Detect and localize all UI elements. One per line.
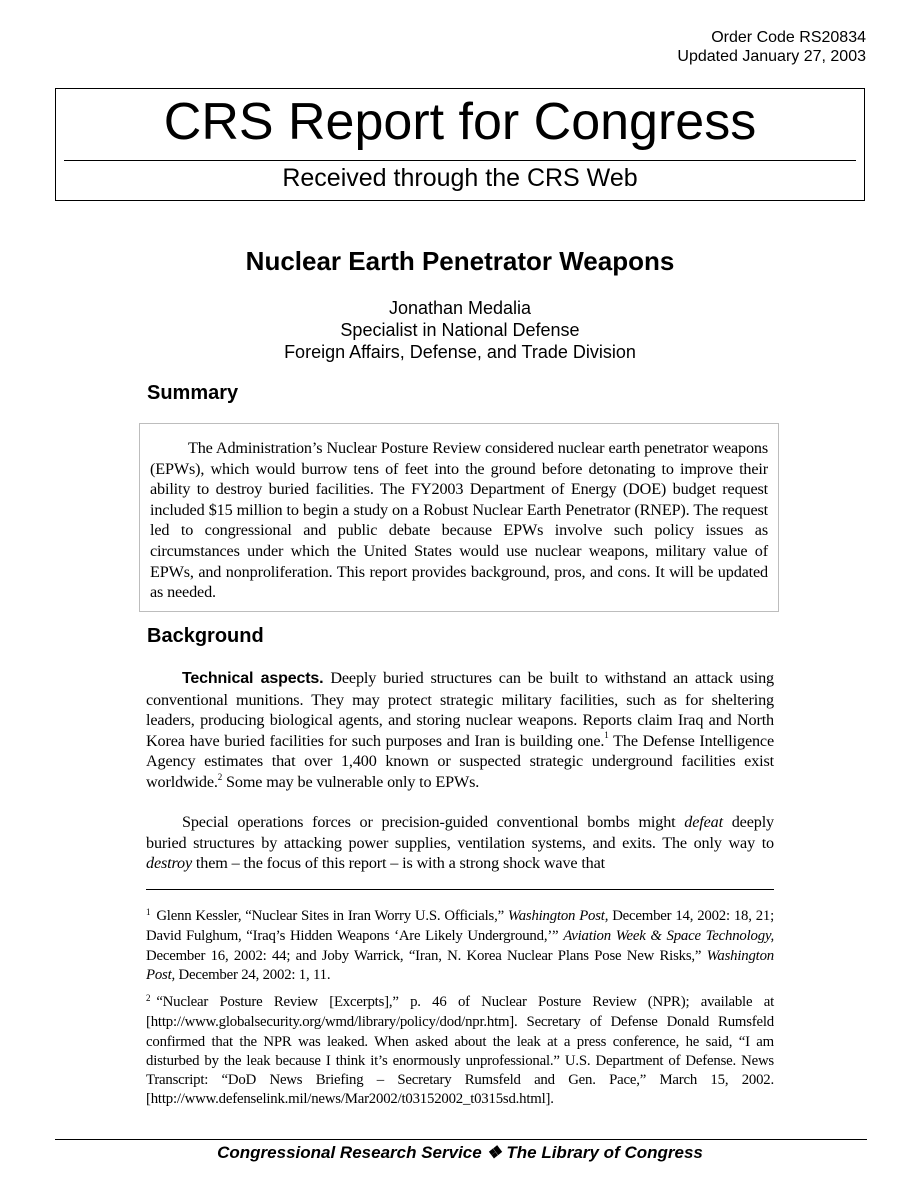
footnote-text: December 14, 2002: 18, 21; David Fulghum, “Iraq’s Hidden Weapons ‘Are Likely Underground,’” [146, 908, 775, 945]
background-paragraph-1 [146, 668, 774, 793]
order-code: Order Code RS20834 [711, 29, 866, 46]
publication-title: Washington Post, [507, 908, 609, 924]
summary-heading: Summary [147, 382, 239, 404]
updated-date: Updated January 27, 2003 [677, 48, 866, 65]
footnote-text: Glenn Kessler, “Nuclear Sites in Iran Worry U.S. Officials,” [156, 908, 508, 924]
author-division: Foreign Affairs, Defense, and Trade Division [284, 342, 636, 362]
publication-title: Washington Post, [146, 947, 774, 983]
paragraph-text: The Defense Intelligence Agency estimates that over 1,400 known or suspected strategic underground facilities exist worldwide. [146, 731, 774, 791]
footnote-text: December 16, 2002: 44; and Joby Warrick, “Iran, N. Korea Nuclear Plans Pose New Risks,” [146, 947, 707, 964]
page-footer: Congressional Research Service ❖ The Library of Congress [217, 1143, 703, 1162]
footnote-ref-2: 2 [217, 771, 223, 782]
report-subtitle: Received through the CRS Web [282, 164, 638, 192]
paragraph-text: them – the focus of this report – is with a strong shock wave that [192, 854, 606, 873]
footnote-2 [146, 993, 774, 1110]
footnote-text: “Nuclear Posture Review [Excerpts],” p. 46 of Nuclear Posture Review (NPR); available at [http://www.globalsecurity.org/wmd/library/policy/dod/npr.htm]. Secretary of Defense Donald Rumsfeld confirmed that the NPR was leaked. When asked about the leak at a press conference, he said, “I am disturbed by the leak because I think it’s enormously unprofessional.” U.S. Department of Defense. News Transcript: “DoD News Briefing – Secretary Rumsfeld and Gen. Pace,” March 15, 2002. [http://www.defenselink.mil/news/Mar2002/t03152002_t0315sd.html]. [146, 994, 774, 1108]
emphasis-destroy: destroy [146, 854, 193, 873]
report-title: CRS Report for Congress [163, 93, 757, 151]
paragraph-text: deeply buried structures by attacking power supplies, ventilation systems, and exits. The only way to [146, 813, 774, 852]
background-paragraph-2 [146, 812, 774, 874]
footnote-text: December 24, 2002: 1, 11. [175, 966, 331, 983]
paragraph-text: Deeply buried structures can be built to withstand an attack using conventional munitions. They may protect strategic military facilities, such as for sheltering leaders, producing biological agents, and storing nuclear weapons. Reports claim Iraq and North Korea have buried facilities for such purposes and Iran is building one. [146, 669, 774, 750]
header-divider [64, 160, 856, 161]
summary-text: The Administration’s Nuclear Posture Review considered nuclear earth penetrator weapons (EPWs), which would burrow tens of feet into the ground before detonating to improve their ability to destroy buried facilities. The FY2003 Department of Energy (DOE) budget request included $15 million to begin a study on a Robust Nuclear Earth Penetrator (RNEP). The request led to congressional and public debate because EPWs involve such policy issues as circumstances under which the United States would use nuclear weapons, military value of EPWs, and nonproliferation. This report provides background, pros, and cons. It will be updated as needed. [150, 439, 768, 602]
author-role: Specialist in National Defense [340, 320, 580, 340]
order-code-block [677, 28, 866, 66]
emphasis-defeat: defeat [684, 813, 723, 831]
background-heading: Background [147, 625, 264, 647]
publication-title: Aviation Week & Space Technology, [563, 928, 774, 945]
footnote-mark: 2 [146, 993, 151, 1003]
footnote-divider [146, 889, 774, 890]
footnote-ref-1: 1 [604, 730, 609, 741]
footer-divider [55, 1139, 867, 1140]
paragraph-text: Some may be vulnerable only to EPWs. [222, 772, 480, 791]
paragraph-text: Special operations forces or precision-guided conventional bombs might [182, 813, 685, 831]
report-header-box [55, 88, 865, 201]
runin-heading: Technical aspects. [182, 670, 324, 687]
footnote-mark: 1 [146, 907, 151, 917]
author-name: Jonathan Medalia [388, 298, 532, 318]
author-block [0, 297, 920, 363]
summary-box [139, 423, 779, 612]
document-title: Nuclear Earth Penetrator Weapons [245, 246, 675, 276]
footnote-1 [146, 907, 774, 985]
